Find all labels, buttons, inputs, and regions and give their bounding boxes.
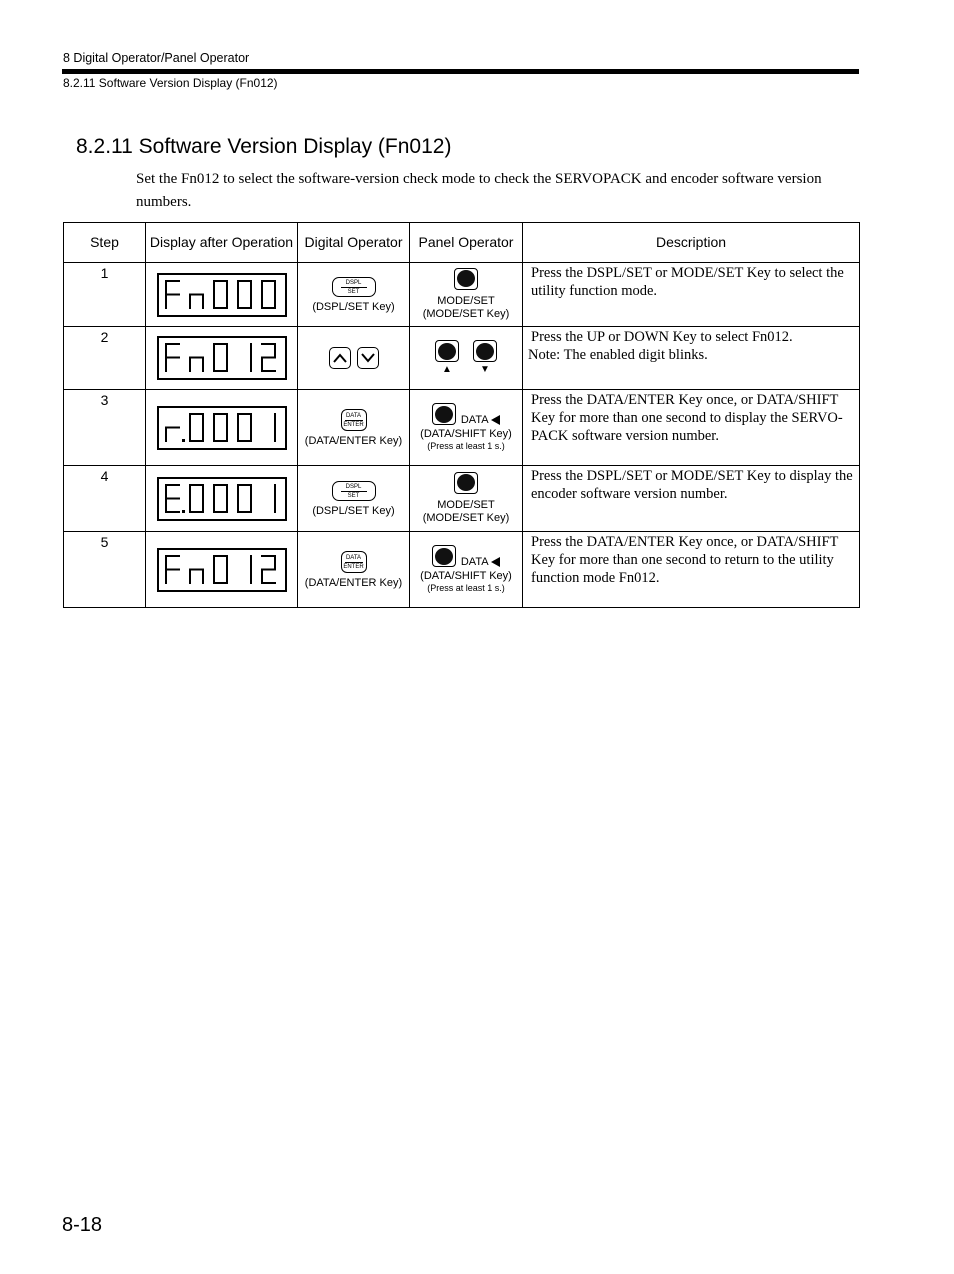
- panel-caption: DATA: [460, 413, 489, 426]
- led-digit: [214, 485, 227, 512]
- note-text: Note: The enabled digit blinks.: [528, 347, 708, 363]
- led-display: [157, 477, 287, 521]
- key-label-top: DSPL: [341, 279, 367, 288]
- header-step: Step: [64, 223, 146, 263]
- led-digit: [190, 569, 203, 583]
- led-digit: [214, 281, 227, 308]
- panel-operator-cell: [410, 466, 523, 532]
- key-label-bottom: ENTER: [343, 421, 364, 428]
- led-decimal-point: [182, 510, 185, 513]
- key-label-bottom: SET: [347, 288, 360, 295]
- led-display-cell: [146, 263, 298, 327]
- digital-operator-cell: [298, 390, 410, 466]
- panel-caption: MODE/SET: [437, 295, 495, 308]
- description-text: Press the DSPL/SET or MODE/SET Key to display the encoder software version number.: [531, 468, 853, 502]
- seven-segment-digits: [159, 408, 284, 447]
- seven-segment-digits: [159, 275, 284, 314]
- dspl-set-key[interactable]: [332, 277, 376, 297]
- button-dot-icon: [438, 343, 456, 360]
- intro-paragraph: Set the Fn012 to select the software-version check mode to check the SERVOPACK and encoder software version numbers.: [136, 171, 822, 210]
- description-text: Press the UP or DOWN Key to select Fn012.: [531, 329, 793, 345]
- data-enter-key[interactable]: [341, 409, 367, 431]
- led-display-cell: [146, 390, 298, 466]
- led-digit: [190, 294, 203, 308]
- key-caption: (DSPL/SET Key): [312, 300, 395, 313]
- led-display: [157, 336, 287, 380]
- table-row: [64, 263, 860, 327]
- page-number: 8-18: [62, 1214, 103, 1236]
- seven-segment-digits: [159, 479, 284, 518]
- seven-segment-digits: [159, 550, 284, 589]
- key-label-top: DSPL: [341, 483, 367, 492]
- led-digit: [238, 485, 251, 512]
- led-digit: [238, 414, 251, 441]
- key-caption: (DSPL/SET Key): [312, 504, 395, 517]
- table-row: [64, 532, 860, 608]
- key-label-bottom: SET: [347, 492, 360, 499]
- panel-caption: (MODE/SET Key): [422, 512, 510, 525]
- led-display-cell: [146, 466, 298, 532]
- step-description: [523, 466, 860, 532]
- key-caption: (DATA/ENTER Key): [304, 576, 403, 589]
- mode-set-button[interactable]: [454, 472, 478, 494]
- data-shift-button[interactable]: [432, 403, 456, 425]
- running-header-chapter: 8 Digital Operator/Panel Operator: [63, 51, 250, 65]
- led-display-cell: [146, 532, 298, 608]
- step-number: 5: [64, 532, 146, 608]
- panel-caption: DATA: [460, 555, 489, 568]
- panel-caption-small: (Press at least 1 s.): [427, 440, 505, 451]
- led-digit: [238, 281, 251, 308]
- led-decimal-point: [182, 439, 185, 442]
- led-digit: [190, 414, 203, 441]
- seven-segment-digits: [159, 338, 284, 377]
- step-description: [523, 532, 860, 608]
- button-dot-icon: [476, 343, 494, 360]
- panel-caption: (MODE/SET Key): [422, 308, 510, 321]
- up-key[interactable]: [329, 347, 351, 369]
- panel-operator-cell: [410, 532, 523, 608]
- chevron-down-icon: [361, 353, 375, 363]
- key-label-top: DATA: [345, 412, 362, 419]
- led-digit: [166, 427, 185, 442]
- description-text: Press the DATA/ENTER Key once, or DATA/SHIFT Key for more than one second to display the SERVO-PACK software version number.: [531, 392, 843, 444]
- step-number: 1: [64, 263, 146, 327]
- panel-down-button[interactable]: [473, 340, 497, 362]
- header-display: Display after Operation: [146, 223, 298, 263]
- table-row: [64, 327, 860, 390]
- header-digital-operator: Digital Operator: [298, 223, 410, 263]
- step-number: 3: [64, 390, 146, 466]
- table-header-row: [64, 223, 860, 263]
- key-caption: (DATA/ENTER Key): [304, 434, 403, 447]
- table-row: [64, 390, 860, 466]
- key-label-top: DATA: [345, 554, 362, 561]
- button-dot-icon: [457, 474, 475, 491]
- led-digit: [262, 344, 275, 371]
- up-triangle-icon: ▲: [442, 364, 452, 375]
- header-description: Description: [523, 223, 860, 263]
- panel-caption: (DATA/SHIFT Key): [420, 427, 512, 440]
- led-digit: [166, 485, 185, 513]
- button-dot-icon: [457, 270, 475, 287]
- panel-up-button[interactable]: [435, 340, 459, 362]
- led-digit: [190, 358, 203, 372]
- description-text: Press the DATA/ENTER Key once, or DATA/SHIFT Key for more than one second to return to the utility function mode Fn012.: [531, 534, 839, 586]
- mode-set-button[interactable]: [454, 268, 478, 290]
- led-display: [157, 548, 287, 592]
- data-enter-key[interactable]: [341, 551, 367, 573]
- led-display: [157, 406, 287, 450]
- running-header-section: 8.2.11 Software Version Display (Fn012): [63, 76, 278, 90]
- led-digit: [214, 556, 227, 583]
- table-row: [64, 466, 860, 532]
- led-display: [157, 273, 287, 317]
- button-dot-icon: [435, 406, 453, 423]
- step-number: 2: [64, 327, 146, 390]
- chevron-up-icon: [333, 353, 347, 363]
- button-dot-icon: [435, 548, 453, 565]
- panel-caption: MODE/SET: [437, 499, 495, 512]
- header-panel-operator: Panel Operator: [410, 223, 523, 263]
- down-triangle-icon: ▼: [480, 364, 490, 375]
- dspl-set-key[interactable]: [332, 481, 376, 501]
- panel-caption: (DATA/SHIFT Key): [420, 569, 512, 582]
- led-digit: [262, 281, 275, 308]
- digital-operator-cell: [298, 466, 410, 532]
- description-text: Press the DSPL/SET or MODE/SET Key to select the utility function mode.: [531, 265, 844, 299]
- panel-operator-cell: [410, 390, 523, 466]
- left-triangle-icon: [491, 557, 500, 567]
- led-digit: [166, 281, 179, 308]
- down-key[interactable]: [357, 347, 379, 369]
- key-label-bottom: ENTER: [343, 563, 364, 570]
- led-display-cell: [146, 327, 298, 390]
- led-digit: [190, 485, 203, 512]
- digital-operator-cell: [298, 263, 410, 327]
- digital-operator-cell: [298, 532, 410, 608]
- step-description: [523, 390, 860, 466]
- step-description: [523, 263, 860, 327]
- step-description: [523, 327, 860, 390]
- left-triangle-icon: [491, 415, 500, 425]
- panel-caption-small: (Press at least 1 s.): [427, 582, 505, 593]
- panel-operator-cell: [410, 327, 523, 390]
- led-digit: [166, 556, 179, 583]
- panel-operator-cell: [410, 263, 523, 327]
- section-title: 8.2.11 Software Version Display (Fn012): [76, 135, 452, 158]
- led-digit: [262, 556, 275, 583]
- operation-steps-table: [63, 222, 860, 608]
- header-rule: [62, 69, 859, 74]
- led-digit: [214, 414, 227, 441]
- digital-operator-cell: [298, 327, 410, 390]
- led-digit: [166, 344, 179, 371]
- led-digit: [214, 344, 227, 371]
- step-number: 4: [64, 466, 146, 532]
- data-shift-button[interactable]: [432, 545, 456, 567]
